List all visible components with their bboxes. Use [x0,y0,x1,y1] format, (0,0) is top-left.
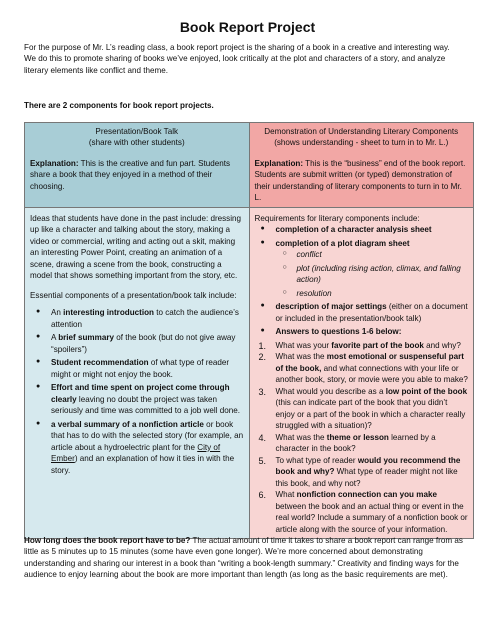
ideas-paragraph: Ideas that students have done in the past include: dressing up like a character and talking about the story, making a video or commercial, writing and acting out a skit, making an interesting Power Point, creating an animation of a scene, drawing a scene from the book, constructing a model that shows something important from the story, etc. [30,213,242,281]
list-item: ● description of major settings (either on a document or included in the presentation/book talk) [255,301,469,324]
question-item: 2. What was the most emotional or suspenseful part of the book, and what connections with your life or another book, story, or movie were you able to make? [258,352,468,385]
sublist-item: ○ conflict [276,249,469,260]
list-item: ● completion of a plot diagram sheet ○ conflict ○ plot (including rising action, climax, and falling action) ○ resolution [255,238,469,299]
intro-line: We do this to promote sharing of books we’ve enjoyed, look critically at the plot and characters of a story, and analyze [24,54,446,64]
list-item: ● Answers to questions 1-6 below: [255,326,469,337]
length-answer: The actual amount of time it takes to share a book report can range from as little as 5 minutes up to 15 minutes (some have even gone longer). We’re more concerned about demonstrating understanding and sharing our interest in a book than “writing a book-length summary.” Creativity and finding ways for the audience to enjoy learning about the book are more important than length (as long as the basic requirements are met). [24,536,463,580]
list-item: ● Student recommendation of what type of reader might or might not enjoy the book. [30,357,244,380]
essential-components-list [30,307,244,476]
length-paragraph [24,535,476,581]
demonstration-explanation [255,158,469,204]
list-item: ● Effort and time spent on project come through clearly leaving no doubt the project was taken seriously and time was committed to a job well done. [30,382,244,416]
list-item: ● completion of a character analysis sheet [255,224,469,235]
question-item: 6. What nonfiction connection can you make between the book and an actual thing or event in the real world? Include a summary of a nonfiction book or article along with the source of your information. [258,490,468,534]
city-of-ember-link[interactable]: City of Ember [51,442,221,464]
sublist-item: ○ plot (including rising action, climax, and falling action) [276,263,469,286]
intro-line: For the purpose of Mr. L’s reading class, a book report project is the sharing of a book in a creative and interesting way. [24,43,450,52]
demonstration-header-cell [249,123,474,208]
requirements-list [255,224,469,337]
presentation-explanation [30,158,244,192]
presentation-title: Presentation/Book Talk [95,127,179,136]
sublist-item: ○ resolution [276,288,469,299]
demonstration-body-cell [249,207,474,538]
question-item: 1. What was your favorite part of the book and why? [258,340,461,351]
question-item: 5. To what type of reader would you recommend the book and why? What type of reader might not like this book, and why not? [258,455,461,488]
list-item: ● A brief summary of the book (but do not give away “spoilers”) [30,332,244,355]
length-question: How long does the book report have to be? [24,536,191,545]
explanation-label: Explanation: [254,158,304,168]
intro-paragraph [24,42,476,76]
explanation-label: Explanation: [30,158,79,168]
list-item: ● An interesting introduction to catch the audience’s attention [30,307,244,330]
list-item: ● a verbal summary of a nonfiction article or book that has to do with the selected story (for example, an article about a hydroelectric plant for the City of Ember) and an explanation of how it ties in with the story. [30,419,244,476]
demonstration-title: Demonstration of Understanding Literary Components [264,127,459,136]
presentation-subtitle: (share with other students) [88,138,185,148]
presentation-header-cell [25,123,250,208]
question-item: 4. What was the theme or lesson learned by a character in the book? [258,432,436,454]
demonstration-subtitle: (shows understanding - sheet to turn in to Mr. L.) [274,138,449,148]
questions-list [255,340,469,535]
question-item: 3. What would you describe as a low point of the book (this can indicate part of the book that you didn’t enjoy or a part of the book in which a character really struggled with a situation)? [258,386,468,431]
presentation-body-cell [25,207,250,538]
intro-line: literary elements like conflict and theme. [24,65,168,75]
components-heading: There are 2 components for book report projects. [24,101,214,110]
essential-components-paragraph: Essential components of a presentation/book talk include: [30,290,237,300]
explanation-text: This is the creative and fun part. Students share a book that they enjoyed in a method of their choosing. [30,158,231,191]
requirements-paragraph: Requirements for literary components include: [254,213,420,223]
plot-sublist [276,249,469,299]
page-title: Book Report Project [179,19,316,35]
explanation-text: This is the “business” end of the book report. Students are submit written (or typed) demonstration of their understanding of literary components to turn in to Mr. L. [254,158,466,203]
components-table [24,122,474,539]
